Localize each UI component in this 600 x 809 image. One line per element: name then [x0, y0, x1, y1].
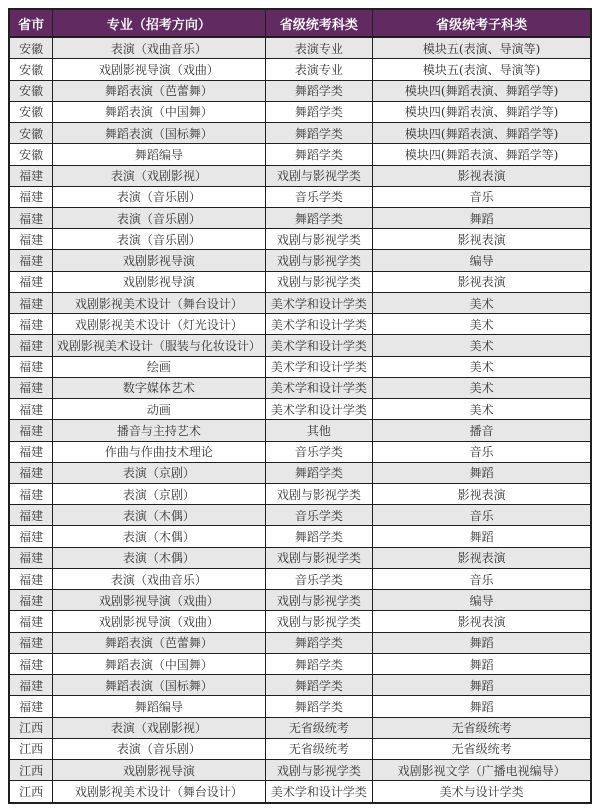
- cell-major: 表演（京剧）: [53, 462, 265, 483]
- cell-subcategory: 音乐: [373, 505, 591, 526]
- cell-major: 舞蹈表演（芭蕾舞）: [53, 632, 265, 653]
- cell-category: 美术学和设计学类: [265, 781, 373, 803]
- cell-major: 表演（木偶）: [53, 526, 265, 547]
- cell-major: 绘画: [53, 356, 265, 377]
- table-row: [9, 738, 591, 759]
- cell-province: 福建: [9, 314, 53, 335]
- cell-category: 戏剧与影视学类: [265, 590, 373, 611]
- cell-major: 数字媒体艺术: [53, 377, 265, 398]
- cell-category: 舞蹈学类: [265, 653, 373, 674]
- table-row: [9, 144, 591, 165]
- cell-province: 福建: [9, 462, 53, 483]
- cell-subcategory: 影视表演: [373, 547, 591, 568]
- cell-province: 福建: [9, 420, 53, 441]
- cell-subcategory: 播音: [373, 420, 591, 441]
- cell-category: 戏剧与影视学类: [265, 760, 373, 781]
- cell-province: 福建: [9, 399, 53, 420]
- cell-category: 无省级统考: [265, 738, 373, 759]
- cell-category: 表演专业: [265, 37, 373, 59]
- cell-category: 表演专业: [265, 59, 373, 80]
- cell-province: 福建: [9, 356, 53, 377]
- table-row: [9, 292, 591, 313]
- cell-province: 福建: [9, 505, 53, 526]
- cell-major: 戏剧影视美术设计（灯光设计）: [53, 314, 265, 335]
- cell-category: 美术学和设计学类: [265, 292, 373, 313]
- cell-category: 戏剧与影视学类: [265, 250, 373, 271]
- cell-province: 福建: [9, 547, 53, 568]
- cell-category: 舞蹈学类: [265, 80, 373, 101]
- cell-subcategory: 影视表演: [373, 271, 591, 292]
- cell-major: 作曲与作曲技术理论: [53, 441, 265, 462]
- cell-province: 安徽: [9, 144, 53, 165]
- cell-major: 表演（戏剧影视）: [53, 165, 265, 186]
- cell-category: 戏剧与影视学类: [265, 484, 373, 505]
- table-row: [9, 611, 591, 632]
- table-row: [9, 653, 591, 674]
- cell-category: 舞蹈学类: [265, 526, 373, 547]
- cell-category: 舞蹈学类: [265, 462, 373, 483]
- cell-category: 美术学和设计学类: [265, 314, 373, 335]
- cell-subcategory: 舞蹈: [373, 207, 591, 228]
- cell-subcategory: 美术与设计学类: [373, 781, 591, 803]
- cell-province: 福建: [9, 696, 53, 717]
- cell-major: 表演（京剧）: [53, 484, 265, 505]
- cell-subcategory: 模块四(舞蹈表演、舞蹈学等): [373, 80, 591, 101]
- cell-category: 音乐学类: [265, 441, 373, 462]
- cell-subcategory: 戏剧影视文学（广播电视编导）: [373, 760, 591, 781]
- cell-category: 舞蹈学类: [265, 123, 373, 144]
- cell-subcategory: 影视表演: [373, 229, 591, 250]
- cell-subcategory: 音乐: [373, 441, 591, 462]
- cell-major: 表演（戏剧影视）: [53, 717, 265, 738]
- cell-category: 戏剧与影视学类: [265, 271, 373, 292]
- cell-major: 舞蹈表演（国标舞）: [53, 675, 265, 696]
- table-row: [9, 717, 591, 738]
- cell-major: 表演（音乐剧）: [53, 738, 265, 759]
- cell-major: 表演（木偶）: [53, 547, 265, 568]
- cell-major: 表演（音乐剧）: [53, 186, 265, 207]
- cell-category: 戏剧与影视学类: [265, 611, 373, 632]
- table-row: [9, 271, 591, 292]
- cell-province: 安徽: [9, 101, 53, 122]
- cell-province: 福建: [9, 526, 53, 547]
- table-row: [9, 760, 591, 781]
- table-row: [9, 781, 591, 803]
- cell-province: 安徽: [9, 59, 53, 80]
- cell-major: 舞蹈表演（中国舞）: [53, 101, 265, 122]
- cell-subcategory: 编导: [373, 250, 591, 271]
- cell-subcategory: 模块四(舞蹈表演、舞蹈学等): [373, 144, 591, 165]
- cell-subcategory: 无省级统考: [373, 738, 591, 759]
- cell-subcategory: 美术: [373, 292, 591, 313]
- cell-province: 江西: [9, 738, 53, 759]
- table-row: [9, 37, 591, 59]
- table-row: [9, 526, 591, 547]
- table-row: [9, 632, 591, 653]
- column-header-subcategory: 省级统考子科类: [373, 9, 591, 37]
- cell-subcategory: 模块五(表演、导演等): [373, 59, 591, 80]
- cell-subcategory: 模块四(舞蹈表演、舞蹈学等): [373, 101, 591, 122]
- table-row: [9, 399, 591, 420]
- cell-category: 音乐学类: [265, 505, 373, 526]
- cell-province: 福建: [9, 165, 53, 186]
- cell-province: 福建: [9, 377, 53, 398]
- header-row: [9, 9, 591, 37]
- cell-subcategory: 舞蹈: [373, 653, 591, 674]
- cell-subcategory: 影视表演: [373, 165, 591, 186]
- cell-subcategory: 影视表演: [373, 484, 591, 505]
- cell-major: 舞蹈表演（芭蕾舞）: [53, 80, 265, 101]
- cell-major: 戏剧影视导演（戏曲）: [53, 59, 265, 80]
- table-row: [9, 335, 591, 356]
- cell-major: 表演（戏曲音乐）: [53, 37, 265, 59]
- cell-category: 音乐学类: [265, 568, 373, 589]
- cell-subcategory: 音乐: [373, 568, 591, 589]
- cell-category: 舞蹈学类: [265, 632, 373, 653]
- cell-province: 福建: [9, 484, 53, 505]
- table-row: [9, 590, 591, 611]
- cell-category: 戏剧与影视学类: [265, 547, 373, 568]
- cell-province: 福建: [9, 590, 53, 611]
- table-header: [9, 9, 591, 37]
- cell-province: 福建: [9, 335, 53, 356]
- cell-category: 美术学和设计学类: [265, 377, 373, 398]
- cell-major: 舞蹈编导: [53, 696, 265, 717]
- cell-major: 表演（音乐剧）: [53, 207, 265, 228]
- table-row: [9, 484, 591, 505]
- table-row: [9, 250, 591, 271]
- cell-major: 动画: [53, 399, 265, 420]
- table-row: [9, 547, 591, 568]
- table-row: [9, 462, 591, 483]
- cell-subcategory: 模块四(舞蹈表演、舞蹈学等): [373, 123, 591, 144]
- cell-subcategory: 模块五(表演、导演等): [373, 37, 591, 59]
- cell-major: 戏剧影视美术设计（舞台设计）: [53, 292, 265, 313]
- cell-province: 福建: [9, 441, 53, 462]
- cell-category: 美术学和设计学类: [265, 335, 373, 356]
- cell-category: 戏剧与影视学类: [265, 229, 373, 250]
- cell-province: 江西: [9, 781, 53, 803]
- cell-major: 表演（戏曲音乐）: [53, 568, 265, 589]
- table-row: [9, 314, 591, 335]
- table-row: [9, 207, 591, 228]
- cell-province: 福建: [9, 653, 53, 674]
- cell-province: 江西: [9, 760, 53, 781]
- cell-province: 安徽: [9, 37, 53, 59]
- cell-province: 福建: [9, 632, 53, 653]
- cell-major: 舞蹈表演（国标舞）: [53, 123, 265, 144]
- table-row: [9, 186, 591, 207]
- cell-major: 戏剧影视导演: [53, 271, 265, 292]
- cell-province: 福建: [9, 675, 53, 696]
- table-row: [9, 420, 591, 441]
- table-row: [9, 505, 591, 526]
- cell-major: 表演（木偶）: [53, 505, 265, 526]
- cell-subcategory: 音乐: [373, 186, 591, 207]
- cell-category: 舞蹈学类: [265, 101, 373, 122]
- cell-province: 福建: [9, 229, 53, 250]
- exam-category-table: [8, 8, 592, 804]
- cell-category: 其他: [265, 420, 373, 441]
- cell-province: 福建: [9, 271, 53, 292]
- cell-subcategory: 无省级统考: [373, 717, 591, 738]
- cell-subcategory: 编导: [373, 590, 591, 611]
- cell-category: 舞蹈学类: [265, 207, 373, 228]
- table-row: [9, 441, 591, 462]
- cell-major: 戏剧影视导演（戏曲）: [53, 590, 265, 611]
- cell-province: 福建: [9, 611, 53, 632]
- cell-category: 舞蹈学类: [265, 675, 373, 696]
- table-row: [9, 80, 591, 101]
- cell-subcategory: 美术: [373, 399, 591, 420]
- cell-major: 表演（音乐剧）: [53, 229, 265, 250]
- table-row: [9, 165, 591, 186]
- column-header-major: 专业（招考方向）: [53, 9, 265, 37]
- table-row: [9, 675, 591, 696]
- table-row: [9, 123, 591, 144]
- cell-province: 福建: [9, 250, 53, 271]
- cell-province: 安徽: [9, 123, 53, 144]
- cell-category: 舞蹈学类: [265, 144, 373, 165]
- table-row: [9, 59, 591, 80]
- column-header-province: 省市: [9, 9, 53, 37]
- table-row: [9, 101, 591, 122]
- cell-subcategory: 舞蹈: [373, 632, 591, 653]
- cell-province: 安徽: [9, 80, 53, 101]
- cell-major: 舞蹈表演（中国舞）: [53, 653, 265, 674]
- table-row: [9, 356, 591, 377]
- cell-subcategory: 美术: [373, 356, 591, 377]
- table-row: [9, 568, 591, 589]
- cell-subcategory: 美术: [373, 377, 591, 398]
- cell-category: 戏剧与影视学类: [265, 165, 373, 186]
- cell-major: 舞蹈编导: [53, 144, 265, 165]
- cell-major: 戏剧影视美术设计（服装与化妆设计）: [53, 335, 265, 356]
- cell-subcategory: 美术: [373, 335, 591, 356]
- cell-category: 音乐学类: [265, 186, 373, 207]
- table-row: [9, 696, 591, 717]
- cell-major: 戏剧影视导演: [53, 760, 265, 781]
- cell-subcategory: 舞蹈: [373, 675, 591, 696]
- cell-province: 福建: [9, 207, 53, 228]
- cell-subcategory: 影视表演: [373, 611, 591, 632]
- cell-category: 无省级统考: [265, 717, 373, 738]
- cell-major: 戏剧影视导演（戏曲）: [53, 611, 265, 632]
- cell-major: 播音与主持艺术: [53, 420, 265, 441]
- table-row: [9, 229, 591, 250]
- cell-major: 戏剧影视导演: [53, 250, 265, 271]
- cell-province: 福建: [9, 292, 53, 313]
- cell-major: 戏剧影视美术设计（舞台设计）: [53, 781, 265, 803]
- cell-subcategory: 舞蹈: [373, 526, 591, 547]
- cell-province: 福建: [9, 568, 53, 589]
- table-body: [9, 37, 591, 803]
- table-row: [9, 377, 591, 398]
- cell-category: 舞蹈学类: [265, 696, 373, 717]
- cell-province: 江西: [9, 717, 53, 738]
- cell-subcategory: 美术: [373, 314, 591, 335]
- cell-category: 美术学和设计学类: [265, 356, 373, 377]
- cell-province: 福建: [9, 186, 53, 207]
- cell-subcategory: 舞蹈: [373, 462, 591, 483]
- column-header-category: 省级统考科类: [265, 9, 373, 37]
- cell-category: 美术学和设计学类: [265, 399, 373, 420]
- cell-subcategory: 舞蹈: [373, 696, 591, 717]
